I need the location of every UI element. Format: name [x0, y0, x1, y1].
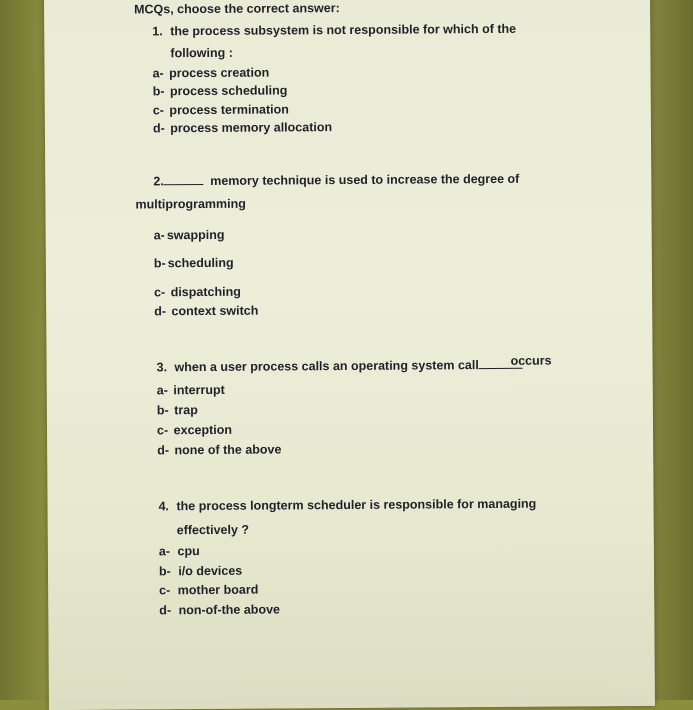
answer-blank	[164, 173, 204, 185]
question-1	[152, 21, 516, 40]
paper-sheet	[44, 0, 655, 710]
page-title: MCQs, choose the correct answer:	[134, 1, 340, 17]
option-4a: a- cpu	[158, 544, 200, 559]
option-2b: b- scheduling	[153, 255, 234, 271]
option-3a: a- interrupt	[156, 382, 225, 398]
option-1a: a- process creation	[152, 65, 270, 81]
question-2-continuation: multiprogramming	[135, 196, 246, 212]
question-number: 2.	[153, 174, 164, 189]
option-2a: a- swapping	[153, 227, 225, 243]
question-text: the process longterm scheduler is responsible for managing	[176, 496, 537, 514]
question-text: the process subsystem is not responsible for which of the	[170, 21, 517, 39]
question-text: when a user process calls an operating system call	[174, 358, 479, 375]
option-3c: c- exception	[156, 422, 233, 438]
question-4	[159, 496, 537, 515]
option-4c: c- mother board	[159, 582, 259, 598]
question-number: 3.	[156, 360, 168, 375]
question-3	[157, 357, 523, 376]
option-1c: c- process termination	[152, 102, 289, 118]
question-number: 4.	[158, 499, 170, 514]
option-2c: c- dispatching	[154, 284, 241, 300]
option-3d: d- none of the above	[157, 442, 282, 458]
option-3b: b- trap	[156, 403, 198, 418]
question-4-continuation: effectively ?	[176, 522, 250, 538]
option-1d: d- process memory allocation	[152, 120, 333, 136]
option-4b: b- i/o devices	[158, 563, 243, 579]
option-4d: d- non-of-the above	[159, 602, 281, 618]
question-3-trailing: occurs	[510, 353, 552, 368]
question-number: 1.	[152, 24, 163, 39]
question-2	[153, 171, 519, 190]
option-2d: d- context switch	[154, 303, 259, 319]
question-text: memory technique is used to increase the degree of	[210, 171, 520, 188]
question-1-continuation: following :	[170, 45, 233, 61]
option-1b: b- process scheduling	[152, 83, 288, 99]
